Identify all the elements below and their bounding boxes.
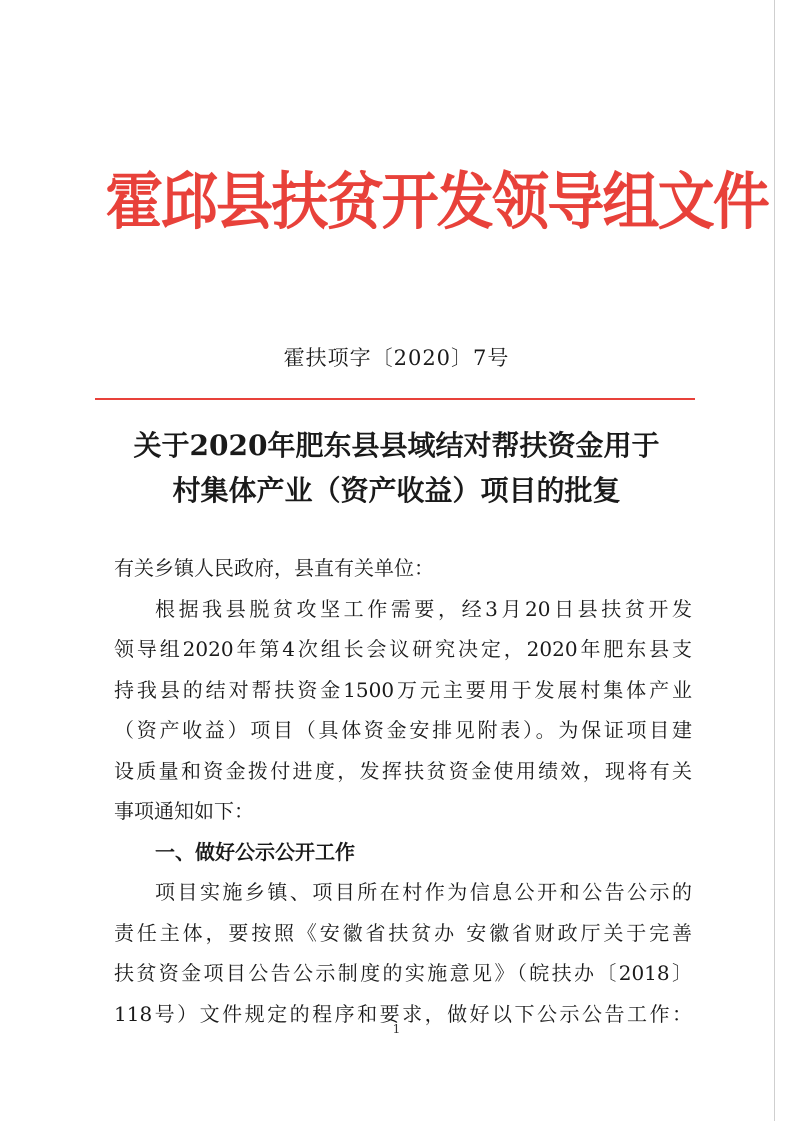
para1-line-2: 领导组2020年第4次组长会议研究决定，2020年肥东县支 [114, 637, 692, 661]
scan-edge-line [774, 0, 775, 1121]
salutation: 有关乡镇人民政府，县直有关单位： [114, 556, 434, 580]
para2-line-1: 项目实施乡镇、项目所在村作为信息公开和公告公示的 [155, 880, 692, 904]
section-1-heading: 一、做好公示公开工作 [155, 839, 355, 864]
para1-line-6: 事项通知如下： [114, 799, 254, 823]
page-number: 1 [392, 1022, 401, 1036]
title-line-1: 关于2020年肥东县县域结对帮扶资金用于 [133, 429, 660, 462]
para1-line-4: （资产收益）项目（具体资金安排见附表）。为保证项目建 [114, 718, 692, 742]
para1-line-3: 持我县的结对帮扶资金1500万元主要用于发展村集体产业 [114, 677, 692, 702]
document-number: 霍扶项字〔2020〕7号 [283, 346, 510, 370]
document-body [114, 548, 692, 1034]
red-header-title: 霍邱县扶贫开发领导组文件 [105, 165, 769, 238]
document-title [80, 423, 713, 513]
para1-line-1: 根据我县脱贫攻坚工作需要，经3月20日县扶贫开发 [155, 596, 692, 621]
para2-line-3: 扶贫资金项目公告公示制度的实施意见》（皖扶办〔2018〕 [114, 961, 692, 985]
para2-line-2: 责任主体，要按照《安徽省扶贫办 安徽省财政厅关于完善 [114, 920, 692, 945]
para2-line-4: 118号）文件规定的程序和要求，做好以下公示公告工作： [114, 1001, 692, 1026]
para1-line-5: 设质量和资金拨付进度，发挥扶贫资金使用绩效，现将有关 [114, 758, 692, 783]
title-line-2: 村集体产业（资产收益）项目的批复 [172, 474, 621, 507]
red-separator-line [95, 398, 695, 400]
